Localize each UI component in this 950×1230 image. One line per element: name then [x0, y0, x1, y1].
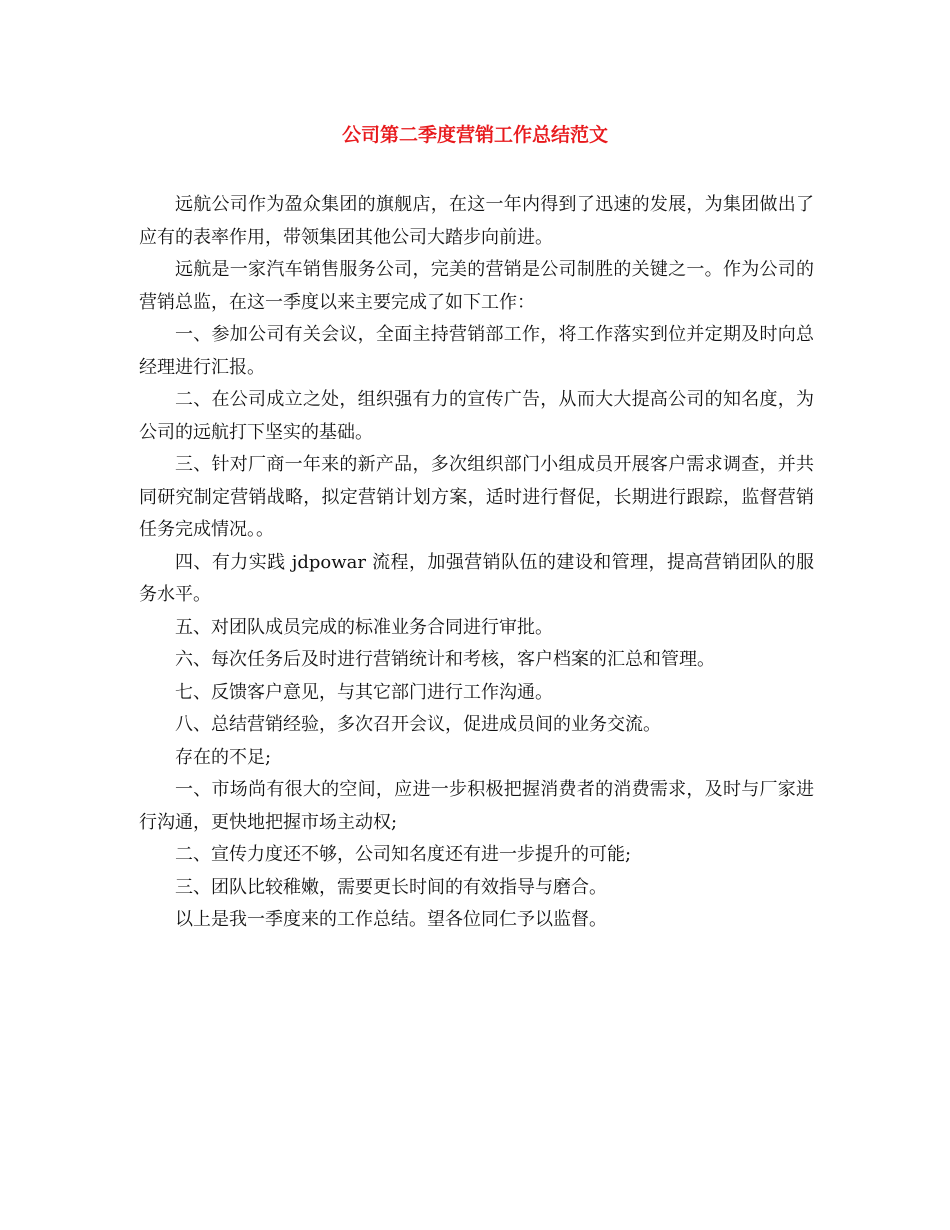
document-title: 公司第二季度营销工作总结范文	[341, 124, 608, 146]
paragraph-conclusion: 以上是我一季度来的工作总结。望各位同仁予以监督。	[175, 909, 607, 930]
paragraph-item-7: 七、反馈客户意见，与其它部门进行工作沟通。	[175, 681, 553, 703]
paragraph-intro: 远航公司作为盈众集团的旗舰店，在这一年内得到了迅速的发展，为集团做出了应有的表率作用，带领集团其他公司大踏步向前进。	[139, 194, 814, 248]
paragraph-item-4: 四、有力实践 jdpowar 流程，加强营销队伍的建设和管理，提高营销团队的服务水平。	[139, 551, 814, 605]
paragraph-shortcomings-heading: 存在的不足;	[175, 746, 272, 768]
paragraph-role: 远航是一家汽车销售服务公司，完美的营销是公司制胜的关键之一。作为公司的营销总监，在这一季度以来主要完成了如下工作：	[139, 259, 814, 313]
paragraph-shortcoming-1: 一、市场尚有很大的空间，应进一步积极把握消费者的消费需求，及时与厂家进行沟通，更快地把握市场主动权;	[139, 779, 814, 833]
paragraph-shortcoming-3: 三、团队比较稚嫩，需要更长时间的有效指导与磨合。	[175, 876, 607, 898]
paragraph-item-6: 六、每次任务后及时进行营销统计和考核，客户档案的汇总和管理。	[175, 649, 715, 670]
paragraph-item-5: 五、对团队成员完成的标准业务合同进行审批。	[175, 616, 553, 638]
paragraph-item-3: 三、针对厂商一年来的新产品，多次组织部门小组成员开展客户需求调查，并共同研究制定营销战略，拟定营销计划方案，适时进行督促，长期进行跟踪，监督营销任务完成情况。。	[139, 454, 814, 540]
document-body	[139, 189, 814, 937]
paragraph-item-2: 二、在公司成立之处，组织强有力的宣传广告，从而大大提高公司的知名度，为公司的远航打下坚实的基础。	[139, 389, 814, 443]
paragraph-item-8: 八、总结营销经验，多次召开会议，促进成员间的业务交流。	[175, 714, 661, 735]
paragraph-item-1: 一、参加公司有关会议，全面主持营销部工作，将工作落实到位并定期及时向总经理进行汇报。	[139, 324, 814, 378]
paragraph-shortcoming-2: 二、宣传力度还不够，公司知名度还有进一步提升的可能;	[175, 844, 632, 865]
